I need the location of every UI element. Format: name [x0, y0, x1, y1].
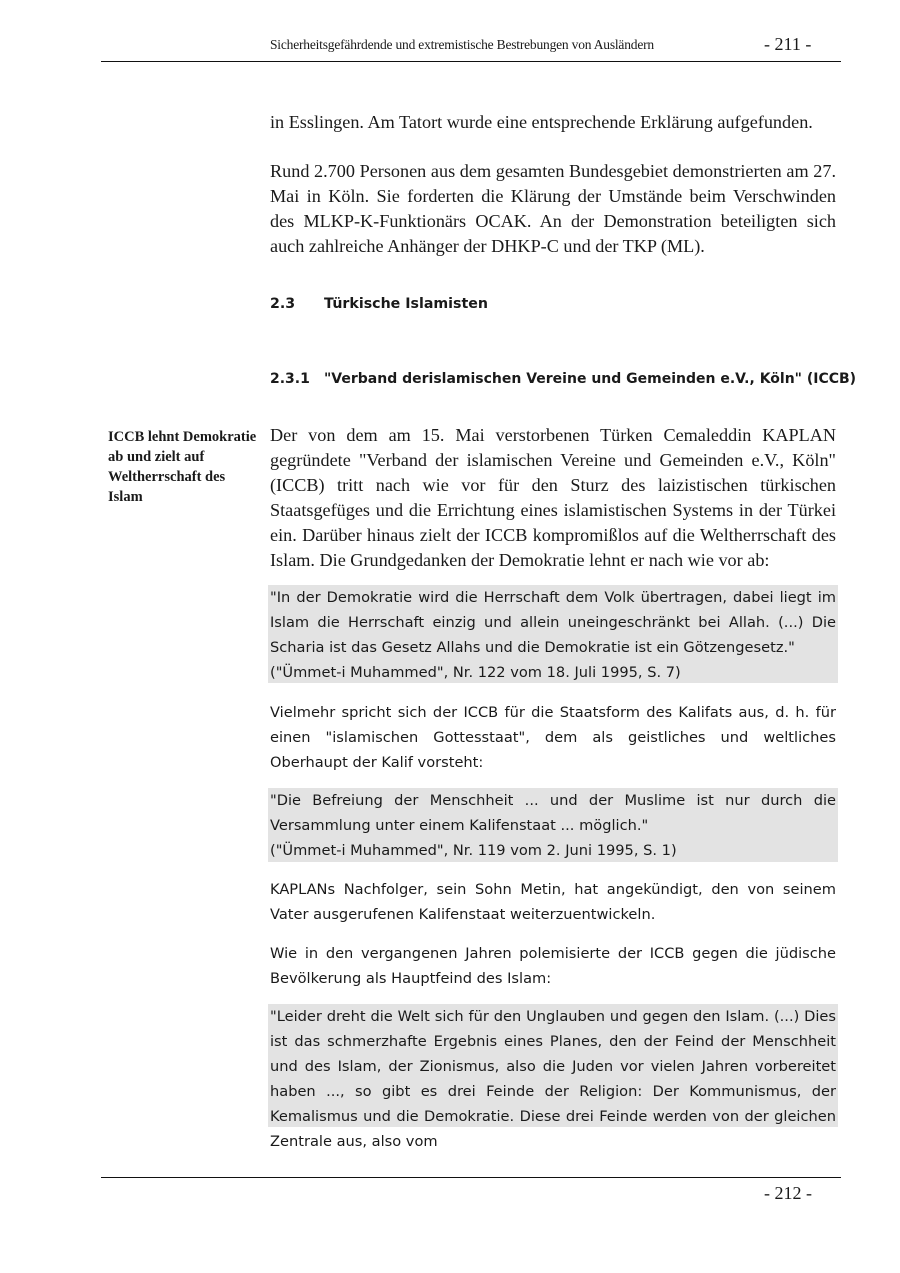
footer-page-number: - 212 - — [764, 1183, 812, 1203]
content-para-3-text: KAPLANs Nachfolger, sein Sohn Metin, hat angekündigt, den von seinem Vater ausgerufenen Kalifenstaat weiterzuentwickeln. — [270, 881, 836, 923]
content-para-4-text: Wie in den vergangenen Jahren polemisierte der ICCB gegen die jüdische Bevölkerung als Hauptfeind des Islam: — [270, 945, 836, 987]
section-heading — [270, 296, 488, 312]
running-header-title: Sicherheitsgefährdende und extremistische Bestrebungen von Ausländern — [270, 37, 654, 52]
quote-3-text: "Leider dreht die Welt sich für den Unglauben und gegen den Islam. (...) Dies ist das schmerzhafte Ergebnis eines Planes, den der Feind der Menschheit und des Islam, der Zionismus, also die Juden vor vielen Jahren vorbereitet haben ..., so gibt es drei Feinde der Religion: Der Kommunismus, der Kemalismus und die Demokratie. Diese drei Feinde werden von der gleichen Zentrale aus, also vom — [270, 1008, 836, 1150]
quote-block-2 — [268, 788, 838, 862]
quote-block-1 — [268, 585, 838, 683]
quote-block-3 — [268, 1004, 838, 1150]
margin-note: ICCB lehnt Demokratie ab und zielt auf Weltherrschaft des Islam — [108, 429, 257, 505]
header-page-number: - 211 - — [764, 34, 812, 54]
content-paragraph-1 — [270, 423, 836, 573]
section-number: 2.3 — [270, 296, 296, 312]
quote-2-source: ("Ümmet-i Muhammed", Nr. 119 vom 2. Juni 1995, S. 1) — [270, 842, 677, 859]
footer-rule — [101, 1177, 841, 1178]
content-para-2-text: Vielmehr spricht sich der ICCB für die Staatsform des Kalifats aus, d. h. für einen "islamischen Gottesstaat", dem als geistliches und weltliches Oberhaupt der Kalif vorsteht: — [270, 704, 836, 771]
content-paragraph-3 — [270, 877, 836, 927]
content-para-1-text: Der von dem am 15. Mai verstorbenen Türken Cemaleddin KAPLAN gegründete "Verband der islamischen Vereine und Gemeinden e.V., Köln" (ICCB) tritt nach wie vor für den Sturz des laizistischen türkischen Staatsgefüges und die Errichtung eines islamistischen Systems in der Türkei ein. Darüber hinaus zielt der ICCB kompromißlos auf die Weltherrschaft des Islam. Die Grundgedanken der Demokratie lehnt er nach wie vor ab: — [270, 425, 836, 570]
content-paragraph-2 — [270, 700, 836, 775]
section-title: Türkische Islamisten — [324, 296, 488, 312]
intro-para-2-text: Rund 2.700 Personen aus dem gesamten Bundesgebiet demonstrierten am 27. Mai in Köln. Sie forderten die Klärung der Umstände beim Verschwinden des MLKP-K-Funktionärs OCAK. An der Demonstration beteiligten sich auch zahlreiche Anhänger der DHKP-C und der TKP (ML). — [270, 161, 836, 256]
subsection-heading — [270, 371, 856, 387]
intro-paragraph-2 — [270, 159, 836, 259]
subsection-number: 2.3.1 — [270, 371, 310, 387]
intro-para-1-text: in Esslingen. Am Tatort wurde eine entsprechende Erklärung aufgefunden. — [270, 112, 813, 132]
quote-1-text: "In der Demokratie wird die Herrschaft dem Volk übertragen, dabei liegt im Islam die Herrschaft einzig und allein uneingeschränkt bei Allah. (...) Die Scharia ist das Gesetz Allahs und die Demokratie ist ein Götzengesetz." — [270, 589, 836, 656]
header-rule — [101, 61, 841, 62]
content-paragraph-4 — [270, 941, 836, 991]
subsection-title: "Verband derislamischen Vereine und Gemeinden e.V., Köln" (ICCB) — [324, 371, 857, 387]
quote-1-source: ("Ümmet-i Muhammed", Nr. 122 vom 18. Juli 1995, S. 7) — [270, 664, 681, 681]
quote-2-text: "Die Befreiung der Menschheit ... und der Muslime ist nur durch die Versammlung unter einem Kalifenstaat ... möglich." — [270, 792, 836, 834]
intro-paragraph-1 — [270, 110, 836, 135]
